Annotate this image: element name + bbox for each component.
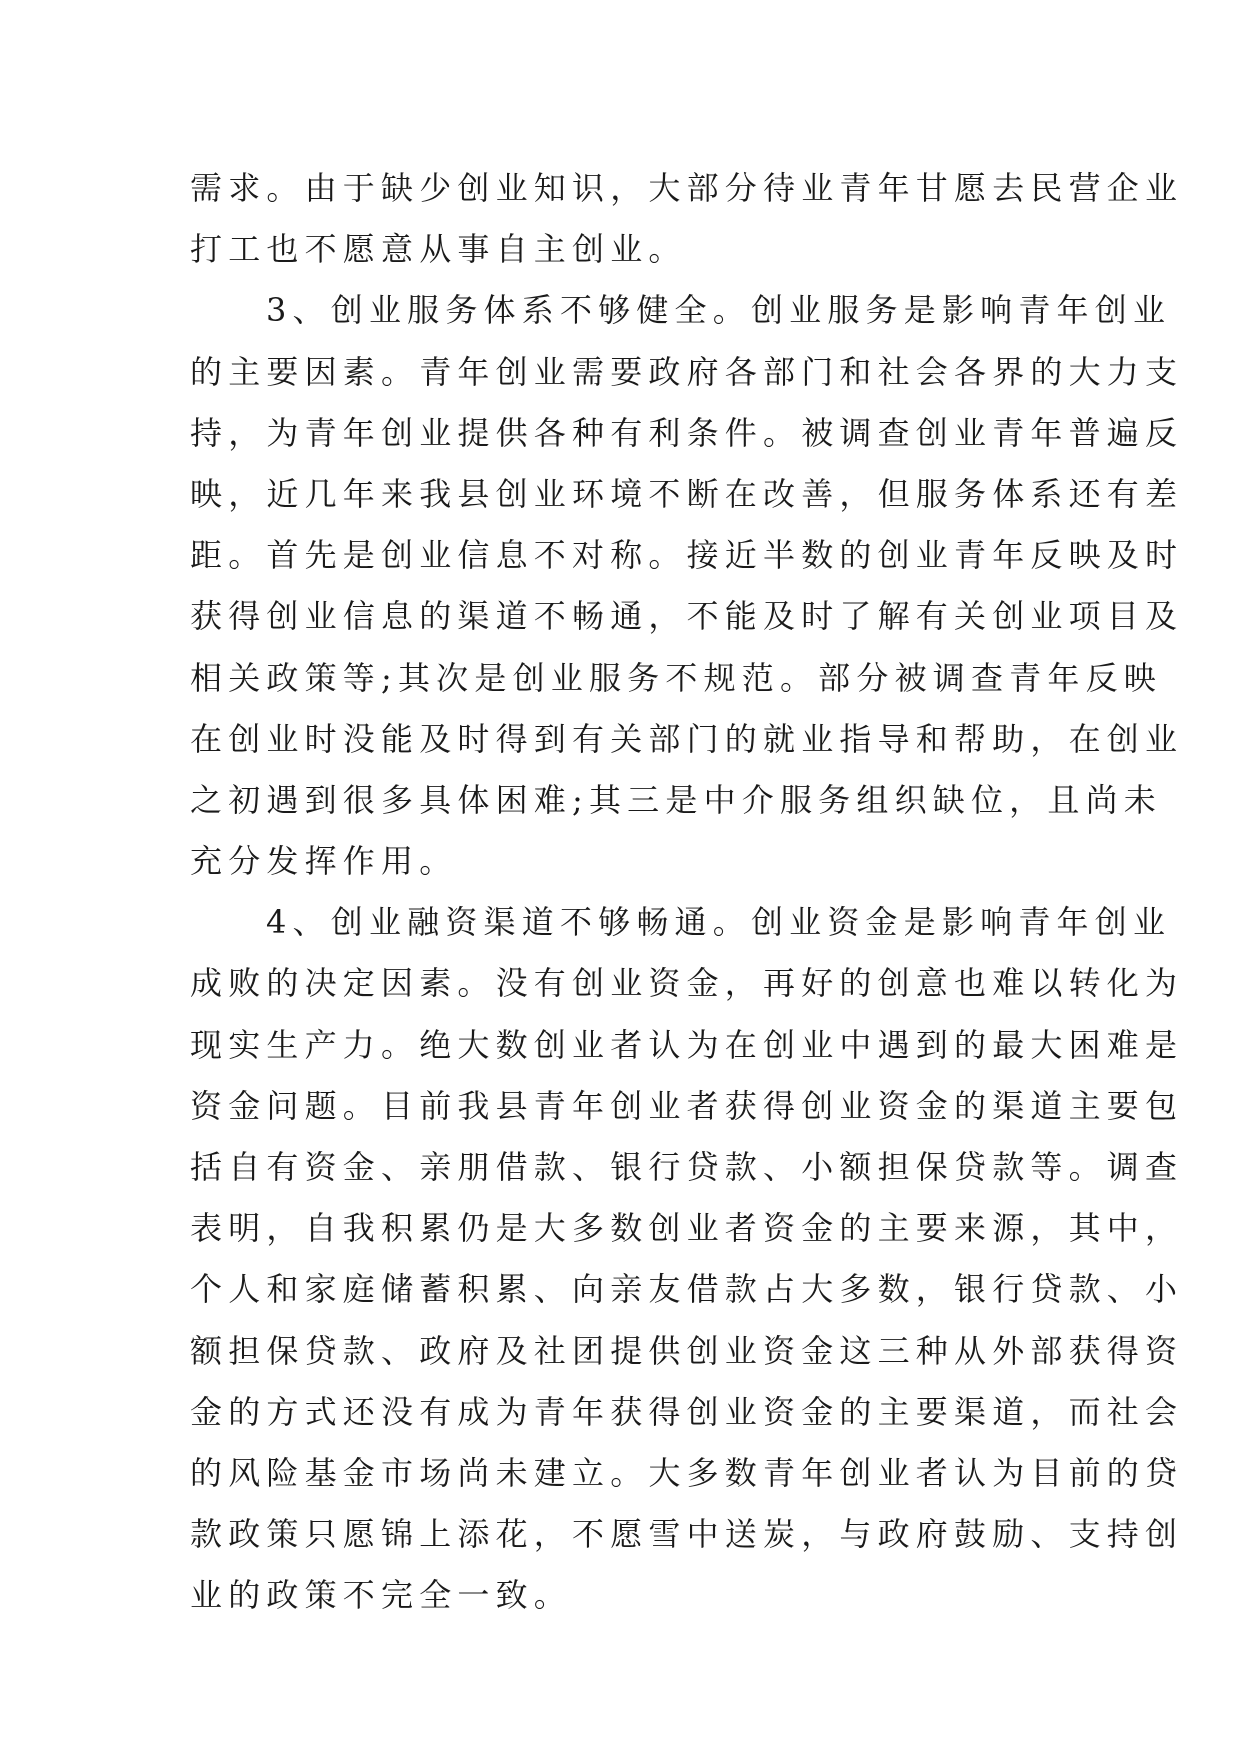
text-line: 映，近几年来我县创业环境不断在改善，但服务体系还有差 — [190, 474, 1184, 513]
text-line: 之初遇到很多具体困难;其三是中介服务组织缺位，且尚未 — [190, 780, 1162, 819]
text-line: 成败的决定因素。没有创业资金，再好的创意也难以转化为 — [190, 964, 1184, 1003]
text-line: 业的政策不完全一致。 — [190, 1576, 573, 1615]
text-line: 的风险基金市场尚未建立。大多数青年创业者认为目前的贷 — [190, 1453, 1184, 1492]
paragraph-intro — [190, 158, 1184, 280]
text-line: 的主要因素。青年创业需要政府各部门和社会各界的大力支 — [190, 352, 1184, 391]
paragraph-3 — [190, 280, 1184, 892]
text-line: 相关政策等;其次是创业服务不规范。部分被调查青年反映 — [190, 658, 1162, 697]
text-line: 表明，自我积累仍是大多数创业者资金的主要来源，其中， — [190, 1209, 1184, 1248]
text-line: 需求。由于缺少创业知识，大部分待业青年甘愿去民营企业 — [190, 169, 1184, 207]
text-line: 现实生产力。绝大数创业者认为在创业中遇到的最大困难是 — [190, 1025, 1184, 1064]
text-line: 在创业时没能及时得到有关部门的就业指导和帮助，在创业 — [190, 719, 1184, 758]
text-line: 金的方式还没有成为青年获得创业资金的主要渠道，而社会 — [190, 1392, 1184, 1431]
text-line: 距。首先是创业信息不对称。接近半数的创业青年反映及时 — [190, 536, 1184, 575]
paragraph-4 — [190, 892, 1184, 1626]
text-line: 资金问题。目前我县青年创业者获得创业资金的渠道主要包 — [190, 1086, 1184, 1125]
text-line: 充分发挥作用。 — [190, 842, 458, 881]
text-line: 款政策只愿锦上添花，不愿雪中送炭，与政府鼓励、支持创 — [190, 1515, 1184, 1554]
text-line: 持，为青年创业提供各种有利条件。被调查创业青年普遍反 — [190, 413, 1184, 452]
text-line: 3、创业服务体系不够健全。创业服务是影响青年创业 — [266, 291, 1172, 330]
text-line: 括自有资金、亲朋借款、银行贷款、小额担保贷款等。调查 — [190, 1148, 1184, 1186]
text-line: 额担保贷款、政府及社团提供创业资金这三种从外部获得资 — [190, 1331, 1184, 1370]
text-line: 4、创业融资渠道不够畅通。创业资金是影响青年创业 — [266, 903, 1172, 942]
text-line: 个人和家庭储蓄积累、向亲友借款占大多数，银行贷款、小 — [190, 1270, 1184, 1309]
document-body — [190, 158, 1184, 1627]
text-line: 打工也不愿意从事自主创业。 — [190, 230, 687, 269]
text-line: 获得创业信息的渠道不畅通，不能及时了解有关创业项目及 — [190, 597, 1184, 636]
